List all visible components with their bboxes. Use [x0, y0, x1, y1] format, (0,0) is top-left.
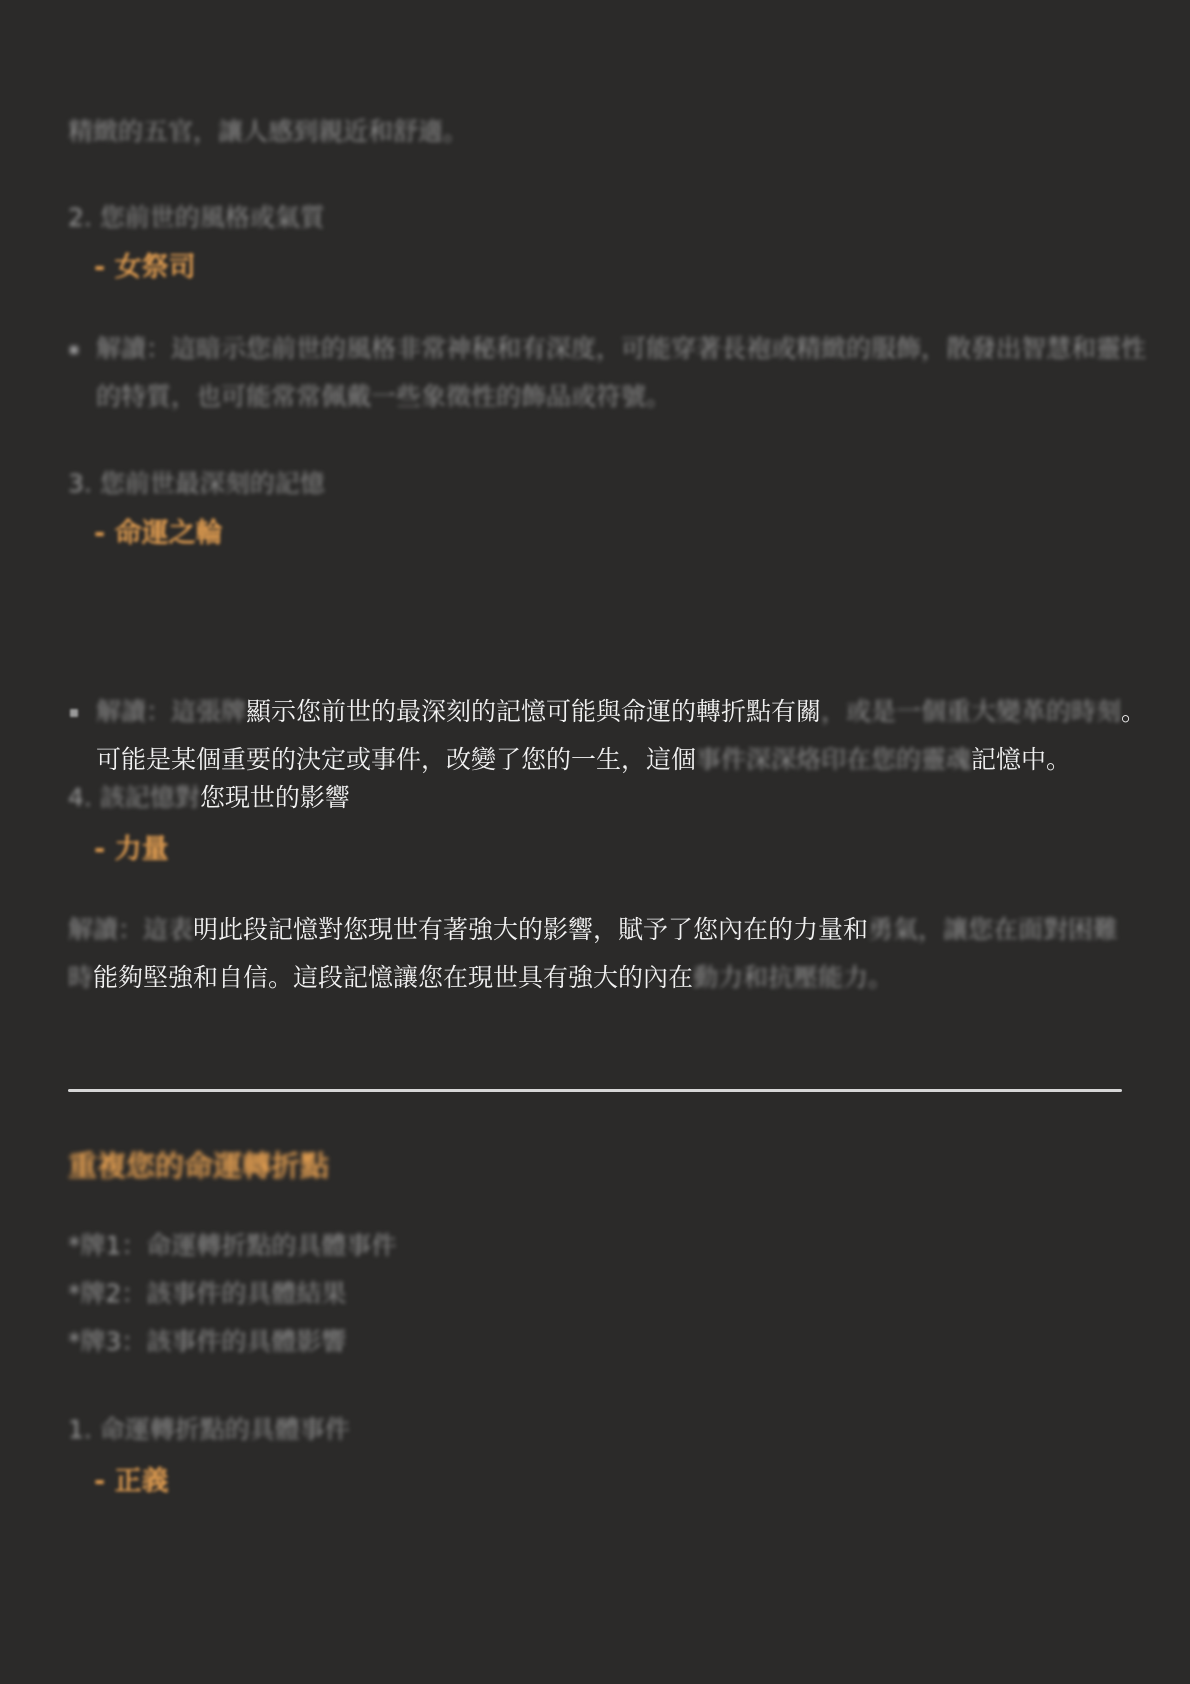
q3-exp-part-d: 。可能是某個重要的決定或事件，改變了您的一生，這個: [96, 697, 1147, 774]
section2-item-3: *牌3：該事件的具體影響: [68, 1327, 347, 1356]
q4-exp-part-e: 動力和抗壓能力。: [693, 963, 894, 992]
section2-item-1: *牌1：命運轉折點的具體事件: [68, 1231, 397, 1260]
q4-answer: - 力量: [94, 834, 169, 865]
intro-line: 精緻的五官，讓人感到親近和舒適。: [68, 117, 469, 146]
q3-explanation: [68, 688, 1150, 784]
section2-q1-title: 1. 命運轉折點的具體事件: [68, 1415, 350, 1444]
section2-q1-answer: - 正義: [94, 1466, 169, 1497]
q3-title: 3. 您前世最深刻的記憶: [68, 469, 325, 498]
q4-explanation: [68, 906, 1122, 1002]
q4-exp-part-a: 解讀：這表: [68, 915, 194, 944]
q4-title-part-b: 您現世的影響: [199, 783, 350, 812]
q3-exp-part-c: ，或是一個重大變革的時刻: [821, 697, 1122, 726]
q4-title: [68, 774, 1122, 822]
section2-item-2: *牌2：該事件的具體結果: [68, 1279, 347, 1308]
q3-exp-part-f: 記憶中。: [971, 745, 1072, 774]
q3-exp-part-e: 事件深深烙印在您的靈魂: [696, 745, 972, 774]
q2-title: 2. 您前世的風格或氣質: [68, 203, 325, 232]
q2-explanation: 解讀：這暗示您前世的風格非常神秘和有深度，可能穿著長袍或精緻的服飾，散發出智慧和靈性的特質，也可能常常佩戴一些象徵性的飾品或符號。: [68, 325, 1150, 421]
q4-exp-part-b: 明此段記憶對您現世有著強大的影響，賦予了您內在的力量和: [193, 915, 869, 944]
q4-exp-part-c: 勇氣，讓您在面對困難時: [68, 915, 1119, 992]
q4-title-part-a: 4. 該記憶對: [68, 783, 200, 812]
q3-exp-part-a: 解讀：這張牌: [96, 697, 247, 726]
q3-answer: - 命運之輪: [94, 518, 223, 549]
q3-exp-part-b: 顯示您前世的最深刻的記憶可能與命運的轉折點有關: [246, 697, 822, 726]
q2-answer: - 女祭司: [94, 252, 196, 283]
section2-heading: 重複您的命運轉折點: [68, 1149, 330, 1183]
q4-exp-part-d: 能夠堅強和自信。這段記憶讓您在現世具有強大的內在: [93, 963, 694, 992]
section-divider: [68, 1089, 1122, 1092]
